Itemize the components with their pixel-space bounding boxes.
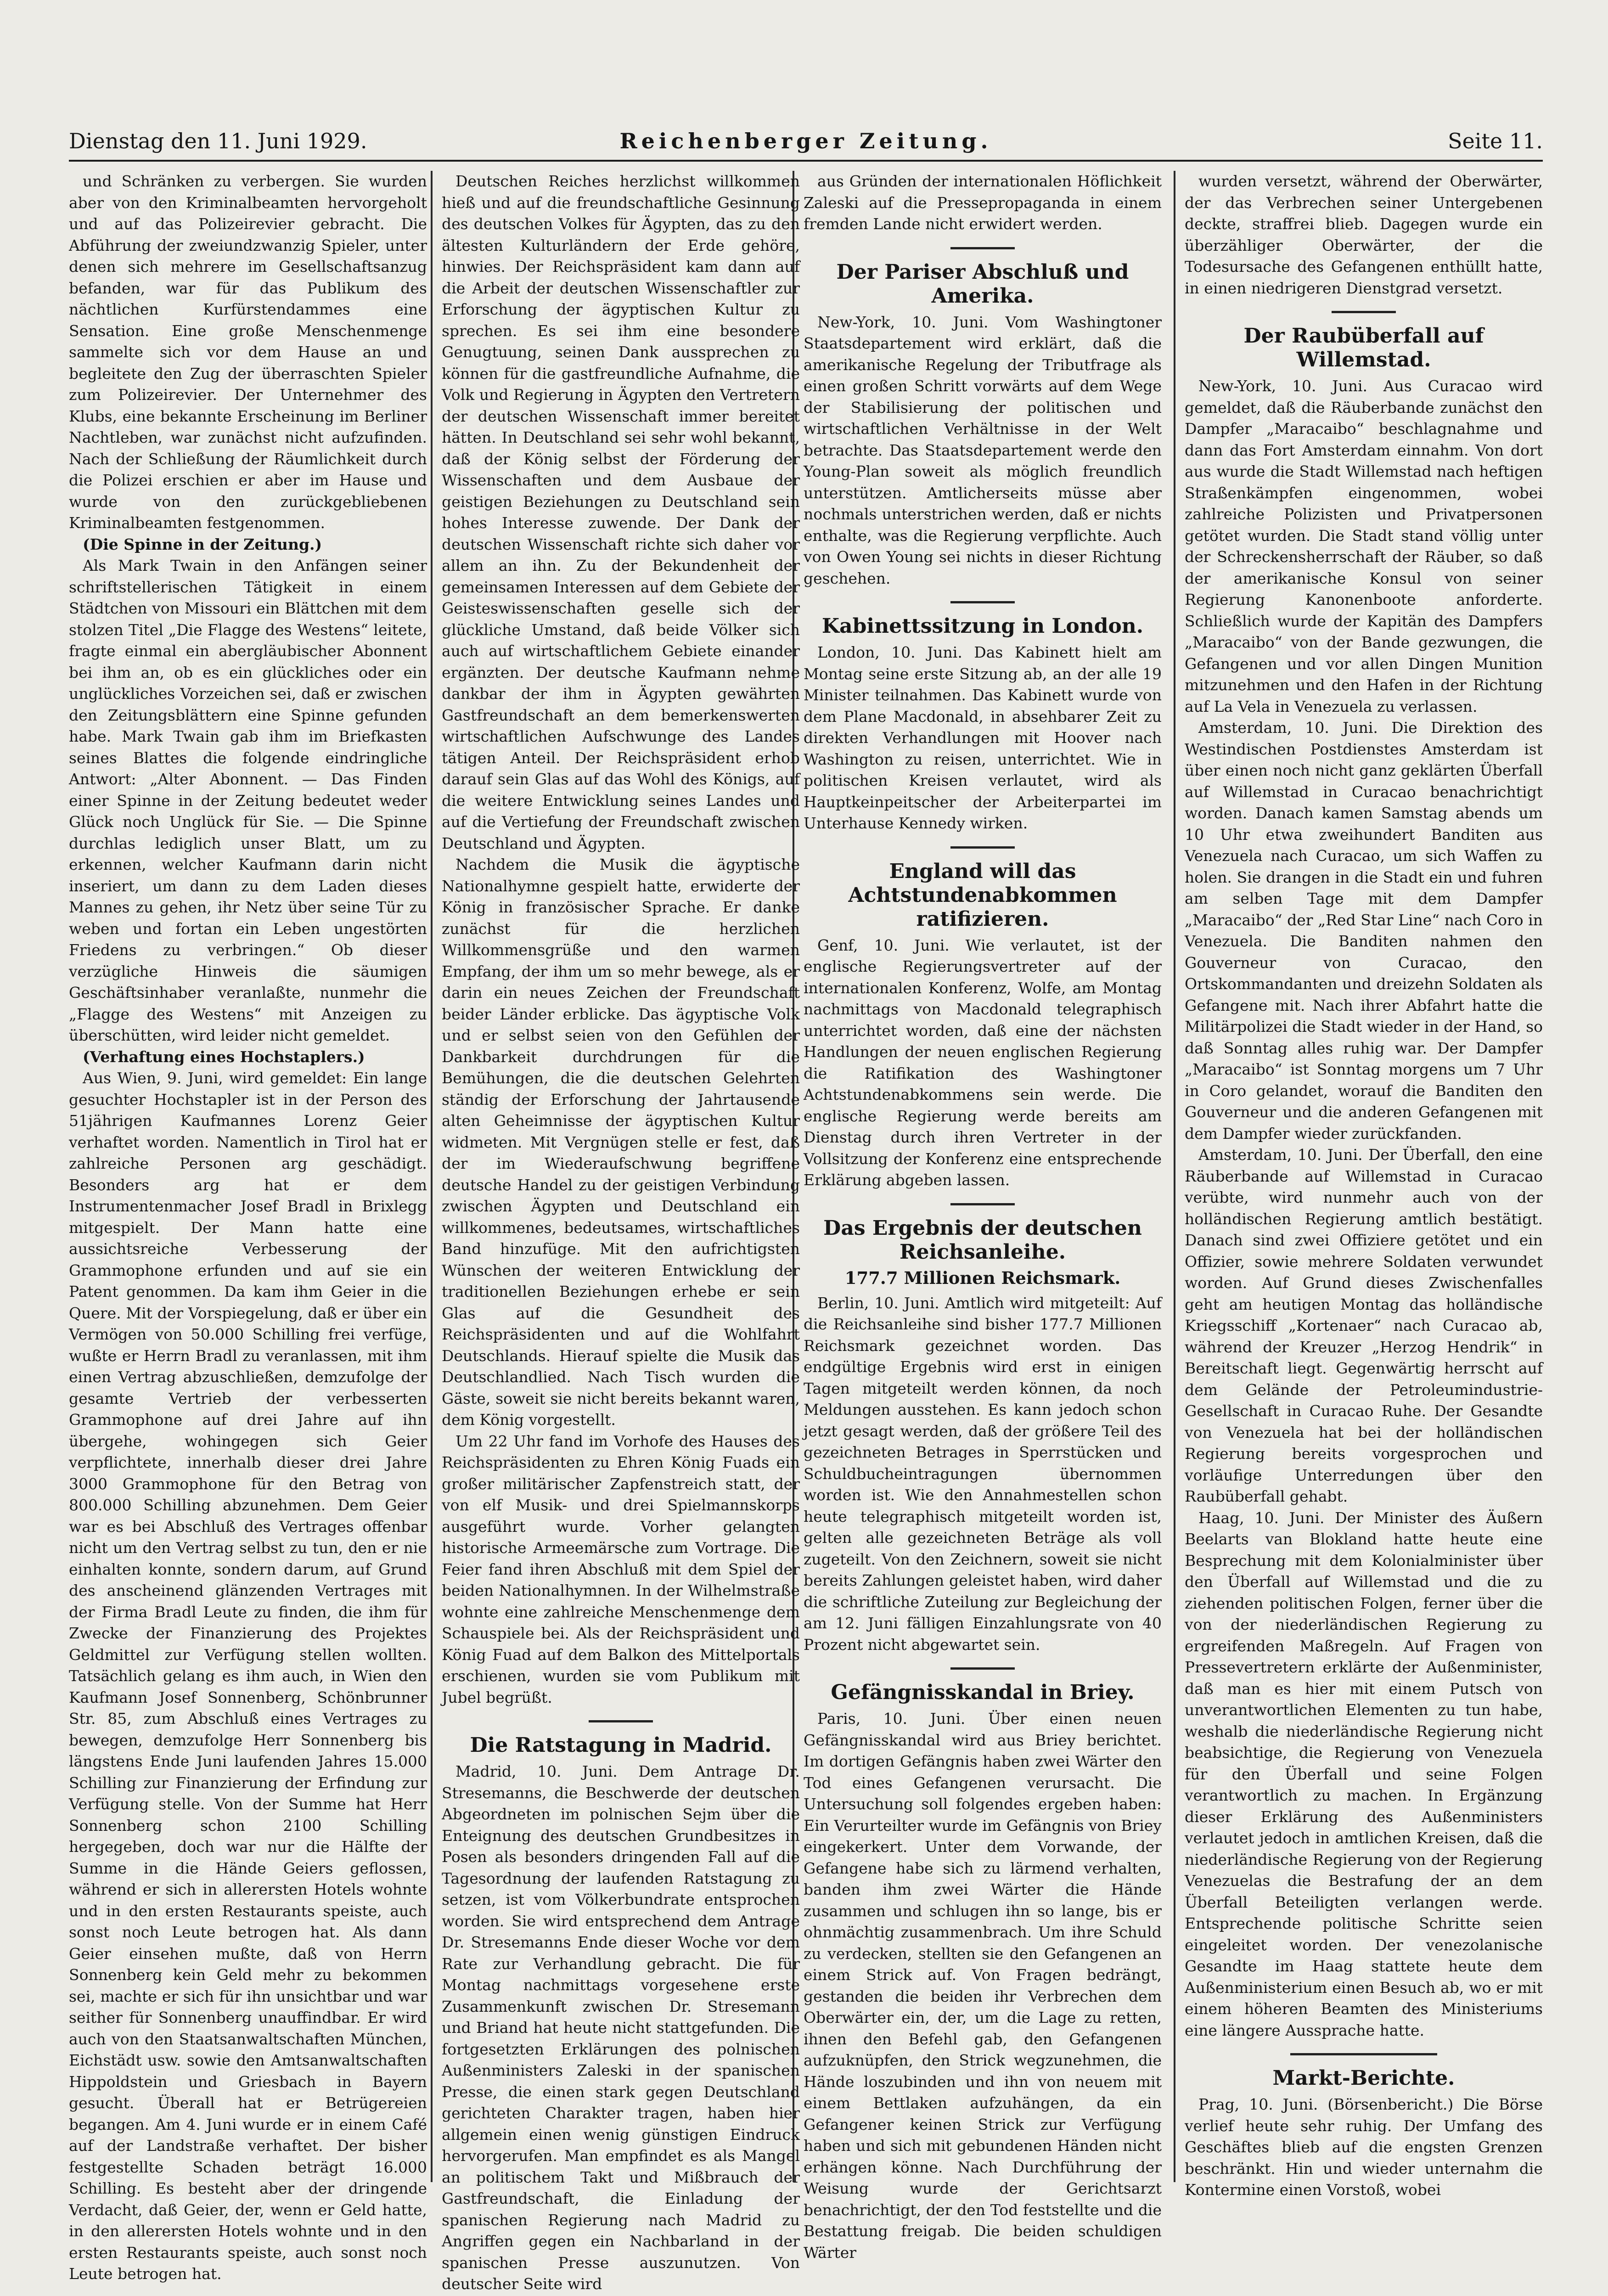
article-text: Amsterdam, 10. Juni. Die Direktion des Westindischen Postdienstes Amsterdam ist über einen noch nicht ganz geklärten Überfall auf Willemstad in Curacao benachrichtigt worden. Danach kamen Samstag abends um 10 Uhr etwa zweihundert Banditen aus Venezuela nach Curacao, um sich Waffen zu holen. Sie drangen in die Stadt ein und fuhren am selben Tage mit dem Dampfer „Maracaibo“ der „Red Star Line“ nach Coro in Venezuela. Die Banditen nahmen den Gouverneur von Curacao, den Ortskommandanten und dreizehn Soldaten als Gefangene mit. Nach ihrer Abfahrt hatte die Militärpolizei die Stadt wieder in der Hand, so daß Sonntag alles ruhig war. Der Dampfer „Maracaibo“ ist Sonntag morgens um 7 Uhr in Coro gelandet, worauf die Banditen den Gouverneur und die anderen Gefangenen mit dem Dampfer wieder zurückfanden. [1185, 719, 1543, 1142]
article-text: Aus Wien, 9. Juni, wird gemeldet: Ein lange gesuchter Hochstapler ist in der Person des 51jährigen Kaufmannes Lorenz Geier verhaftet worden. Namentlich in Tirol hat er zahlreiche Personen arg geschädigt. Besonders arg hat er dem Instrumentenmacher Josef Bradl in Brixlegg mitgespielt. Der Mann hatte eine aussichtsreiche Verbesserung der Grammophone erfunden und auf sie ein Patent genommen. Da kam ihm Geier in die Quere. Mit der Vorspiegelung, daß er über ein Vermögen von 50.000 Schilling frei verfüge, wußte er Herrn Bradl zu veranlassen, mit ihm einen Vertrag abzuschließen, demzufolge der gesamte Vertrieb der verbesserten Grammophone auf drei Jahre auf ihn übergehe, wohingegen sich Geier verpflichtete, innerhalb dieser drei Jahre 3000 Grammophone für den Betrag von 800.000 Schilling abzunehmen. Dem Geier war es bei Abschluß des Vertrages offenbar nicht um den Vertrag selbst zu tun, den er nie einhalten konnte, sondern darum, auf Grund des anscheinend glänzenden Vertrages mit der Firma Bradl Leute zu finden, die ihm für Zwecke der Finanzierung des Projektes Geldmittel zur Verfügung stellen wollten. Tatsächlich gelang es ihm auch, in Wien den Kaufmann Josef Sonnenberg, Schönbrunner Str. 85, zum Abschluß eines Vertrages zu bewegen, demzufolge Herr Sonnenberg bis längstens Ende Juni laufenden Jahres 15.000 Schilling zur Finanzierung der Erfindung zur Verfügung stelle. Von der Summe hat Herr Sonnenberg schon 2100 Schilling hergegeben, doch war nur die Hälfte der Summe in die Hände Geiers geflossen, während er sich in allerersten Hotels wohnte und in den ersten Restaurants speiste, auch sonst noch Leute betrogen hat. Als dann Geier einsehen mußte, daß von Herrn Sonnenberg kein Geld mehr zu bekommen sei, machte er sich für ihn unsichtbar und war seither für Sonnenberg unauffindbar. Er wird auch von den Staatsanwaltschaften München, Eichstädt usw. sowie den Amtsanwaltschaften Hippoldstein und Griesbach in Bayern gesucht. Überall hat er Betrügereien begangen. Am 4. Juni wurde er in einem Café auf der Landstraße verhaftet. Der bisher festgestellte Schaden beträgt 16.000 Schilling. Es besteht aber der dringende Verdacht, daß Geier, der, wenn er Geld hatte, in den allerersten Hotels wohnte und in den ersten Restaurants speiste, auch sonst noch Leute betrogen hat. [69, 1069, 427, 2283]
article-text: London, 10. Juni. Das Kabinett hielt am Montag seine erste Sitzung ab, an der alle 19 Minister teilnahmen. Das Kabinett wurde von dem Plane Macdonald, in absehbarer Zeit zu direkten Verhandlungen mit Hoover nach Washington zu reisen, unterrichtet. Wie in politischen Kreisen verlautet, wird als Hauptkeinpeitscher der Arbeiterpartei im Unterhause Kennedy wirken. [804, 643, 1162, 832]
article-subheadline: 177.7 Millionen Reichsmark. [844, 1267, 1121, 1288]
article-text: Paris, 10. Juni. Über einen neuen Gefängnisskandal wird aus Briey berichtet. Im dortigen Gefängnis haben zwei Wärter den Tod eines Gefangenen verursacht. Die Untersuchung soll folgendes ergeben haben: Ein Verurteilter wurde im Gefängnis von Briey eingekerkert. Unter dem Vorwande, der Gefangene habe sich zu lärmend verhalten, banden ihm zwei Wärter die Hände zusammen und schlugen ihn so lange, bis er ohnmächtig zusammenbrach. Um ihre Schuld zu verdecken, stellten sie den Gefangenen an einem Strick auf. Von Fragen bedrängt, gestanden die beiden ihr Verbrechen dem Oberwärter ein, der, um die Lage zu retten, ihnen den Befehl gab, den Gefangenen aufzuknüpfen, den Strick wegzunehmen, die Hände loszubinden und ihn von neuem mit einem Bettlaken aufzuhängen, da ein Gefangener keinen Strick zur Verfügung haben und sich mit gebundenen Händen nicht erhängen könne. Nach Durchführung der Weisung wurde der Gerichtsarzt benachrichtigt, der den Tod feststellte und die Bestattung freigab. Die beiden schuldigen Wärter [804, 1710, 1162, 2262]
section-heading: Markt-Berichte. [1272, 2066, 1455, 2090]
article-headline: Kabinettssitzung in London. [821, 614, 1144, 638]
article-text: aus Gründen der internationalen Höflichkeit Zaleski auf die Pressepropaganda in einem fremden Lande nicht erwidert werden. [804, 172, 1162, 233]
article-headline: England will das Achtstundenabkommen ratifizieren. [848, 859, 1117, 931]
separator [950, 601, 1015, 603]
article-text: Nachdem die Musik die ägyptische Nationalhymne gespielt hatte, erwiderte der König in französischer Sprache. Er danke zunächst für die herzlichen Willkommensgrüße und den warmen Empfang, der ihm um so mehr bewege, als er darin ein neues Zeichen der Freundschaft beider Länder erblicke. Das ägyptische Volk und er selbst seien von den Gefühlen der Dankbarkeit durchdrungen für die Bemühungen, die die deutschen Gelehrten ständig der Erforschung der Jahrtausende alten Geheimnisse der ägyptischen Kultur widmeten. Mit Vergnügen stelle er fest, daß der im Wiederaufschwung begriffene deutsche Handel zu der geistigen Verbindung zwischen Ägypten und Deutschland ein willkommenes, bedeutsames, wirtschaftliches Band hinzufüge. Mit den aufrichtigsten Wünschen der weiteren Entwicklung der traditionellen Beziehungen erhebe er sein Glas auf die Gesundheit des Reichspräsidenten und auf die Wohlfahrt Deutschlands. Hierauf spielte die Musik das Deutschlandlied. Nach Tisch wurden die Gäste, soweit sie nicht bereits bekannt waren, dem König vorgestellt. [442, 855, 800, 1429]
column-3 [804, 171, 1162, 2262]
article-headline: Der Pariser Abschluß und Amerika. [836, 260, 1129, 308]
newspaper-title: Reichenberger Zeitung. [619, 129, 992, 153]
separator [589, 1720, 653, 1722]
article-text: Deutschen Reiches herzlichst willkommen hieß und auf die freundschaftliche Gesinnung des deutschen Volkes für Ägypten, das zu den ältesten Kulturländern der Erde gehöre, hinwies. Der Reichspräsident kam dann auf die Arbeit der deutschen Wissenschaftler zur Erforschung der ägyptischen Kultur zu sprechen. Es sei ihm eine besondere Genugtuung, seinen Dank aussprechen zu können für die gastfreundliche Aufnahme, die Volk und Regierung in Ägypten den Vertretern der deutschen Wissenschaft immer bereitet hätten. In Deutschland sei sehr wohl bekannt, daß der König selbst der Förderung der Wissenschaften und dem Ausbaue der geistigen Beziehungen zu Deutschland sein hohes Interesse zuwende. Der Dank der deutschen Wissenschaft richte sich daher vor allem an ihn. Zu der Bekundenheit der gemeinsamen Interessen auf dem Gebiete der Geisteswissenschaften geselle sich der glückliche Umstand, daß beide Völker sich auch auf wirtschaftlichem Gebiete einander ergänzten. Der deutsche Kaufmann nehme dankbar der ihm in Ägypten gewährten Gastfreundschaft an dem bemerkenswerten wirtschaftlichen Aufschwunge des Landes tätigen Anteil. Der Reichspräsident erhob darauf sein Glas auf das Wohl des Königs, auf die weitere Entwicklung seines Landes und auf die Vertiefung der Freundschaft zwischen Deutschland und Ägypten. [442, 172, 800, 852]
item-title: (Verhaftung eines Hochstaplers.) [83, 1047, 365, 1066]
article-text: wurden versetzt, während der Oberwärter, der das Verbrechen seiner Untergebenen deckte, straffrei blieb. Dagegen wurde ein überzähliger Oberwärter, der die Todesursache des Gefangenen enthüllt hatte, in einen niedrigeren Dienstgrad versetzt. [1185, 172, 1543, 297]
column-2 [442, 171, 800, 2293]
column-rule [1174, 171, 1175, 2182]
article-text: Berlin, 10. Juni. Amtlich wird mitgeteilt: Auf die Reichsanleihe sind bisher 177.7 Millionen Reichsmark gezeichnet worden. Das endgültige Ergebnis wird erst in einigen Tagen mitgeteilt werden können, da noch Meldungen ausstehen. Es kann jedoch schon jetzt gesagt werden, daß der größere Teil des gezeichneten Betrages in Sperrstücken und Schuldbucheintragungen übernommen worden ist. Wie den Annahmestellen schon heute telegraphisch mitgeteilt worden ist, gelten alle gezeichneten Beträge als voll zugeteilt. Von den Zeichnern, soweit sie nicht bereits Zahlungen geleistet haben, wird daher die schriftliche Zuteilung zur Begleichung der am 12. Juni fälligen Einzahlungsrate von 40 Prozent nicht abgewartet sein. [804, 1294, 1162, 1654]
article-text: Prag, 10. Juni. (Börsenbericht.) Die Börse verlief heute sehr ruhig. Der Umfang des Geschäftes blieb auf die engsten Grenzen beschränkt. Hin und wieder unternahm die Kontermine einen Vorstoß, wobei [1185, 2095, 1543, 2199]
article-text: New-York, 10. Juni. Aus Curacao wird gemeldet, daß die Räuberbande zunächst den Dampfer „Maracaibo“ beschlagnahme und dann das Fort Amsterdam einnahm. Von dort aus wurde die Stadt Willemstad nach heftigen Straßenkämpfen eingenommen, wobei zahlreiche Polizisten und Privatpersonen getötet wurden. Die Stadt stand völlig unter der Schreckensherrschaft der Räuber, so daß der amerikanische Konsul von seiner Regierung Kanonenboote anforderte. Schließlich wurde der Kapitän des Dampfers „Maracaibo“ von der Bande gezwungen, die Gefangenen und vor allen Dingen Munition mitzunehmen und den Hafen in der Richtung auf La Vela in Venezuela zu verlassen. [1185, 377, 1543, 715]
article-headline: Gefängnisskandal in Briey. [831, 1681, 1135, 1704]
running-header [69, 128, 1543, 162]
article-text: Als Mark Twain in den Anfängen seiner schriftstellerischen Tätigkeit in einem Städtchen von Missouri ein Blättchen mit dem stolzen Titel „Die Flagge des Westens“ leitete, fragte einmal ein abergläubischer Abonnent bei ihm an, ob es ein glückliches oder ein unglückliches Vorzeichen sei, daß er zwischen den Zeitungsblättern eine Spinne gefunden habe. Mark Twain gab ihm im Briefkasten seines Blattes die folgende eindringliche Antwort: „Alter Abonnent. — Das Finden einer Spinne in der Zeitung bedeutet weder Glück noch Unglück für Sie. — Die Spinne durchlas lediglich unser Blatt, um zu erkennen, welcher Kaufmann darin nicht inseriert, um dann zu dem Laden dieses Mannes zu gehen, ihr Netz über seine Tür zu weben und fortan ein Leben ungestörten Friedens zu verbringen.“ Ob dieser verzügliche Hinweis die säumigen Geschäftsinhaber veranlaßte, nunmehr die „Flagge des Westens“ mit Anzeigen zu überschütten, wird leider nicht gemeldet. [69, 557, 427, 1044]
item-title: (Die Spinne in der Zeitung.) [83, 535, 322, 553]
article-headline: Der Raubüberfall auf Willemstad. [1243, 324, 1484, 371]
column-1 [69, 171, 427, 2283]
article-text: und Schränken zu verbergen. Sie wurden aber von den Kriminalbeamten hervorgeholt und auf das Polizeirevier gebracht. Die Abführung der zweiundzwanzig Spieler, unter denen sich mehrere im Gesellschaftsanzug befanden, war für das Publikum des nächtlichen Kurfürstendammes eine Sensation. Eine große Menschenmenge sammelte sich vor dem Hause an und begleitete den Zug der überraschten Spieler zum Polizeirevier. Der Unternehmer des Klubs, eine bekannte Erscheinung im Berliner Nachtleben, war zunächst nicht aufzufinden. Nach der Schließung der Räumlichkeit durch die Polizei erschien er aber im Hause und wurde von den zurückgebliebenen Kriminalbeamten festgenommen. [69, 172, 427, 532]
page-number: Seite 11. [1448, 129, 1543, 153]
separator [1290, 2053, 1437, 2055]
separator [950, 846, 1015, 849]
article-headline: Das Ergebnis der deutschen Reichsanleihe. [823, 1216, 1142, 1264]
issue-date: Dienstag den 11. Juni 1929. [69, 129, 367, 153]
separator [950, 1667, 1015, 1670]
article-headline: Die Ratstagung in Madrid. [470, 1733, 772, 1757]
article-text: Genf, 10. Juni. Wie verlautet, ist der englische Regierungsvertreter auf der internationalen Konferenz, Wolfe, am Montag nachmittags von Macdonald telegraphisch unterrichtet worden, daß eine der nächsten Handlungen der neuen englischen Regierung die Ratifikation des Washingtoner Achtstundenabkommens sein werde. Die englische Regierung werde bereits am Dienstag durch ihren Vertreter in der Vollsitzung der Konferenz eine entsprechende Erklärung abgeben lassen. [804, 936, 1162, 1189]
article-text: Madrid, 10. Juni. Dem Antrage Dr. Stresemanns, die Beschwerde der deutschen Abgeordneten im polnischen Sejm über die Enteignung des deutschen Grundbesitzes in Posen als besonders dringenden Fall auf die Tagesordnung der laufenden Ratstagung zu setzen, ist vom Völkerbundrate entsprochen worden. Sie wird entsprechend dem Antrage Dr. Stresemanns Ende dieser Woche vor dem Rate zur Verhandlung gebracht. Die für Montag nachmittags vorgesehene erste Zusammenkunft zwischen Dr. Stresemann und Briand hat heute nicht stattgefunden. Die fortgesetzten Erklärungen des polnischen Außenministers Zaleski in der spanischen Presse, die einen stark gegen Deutschland gerichteten Charakter tragen, haben hier allgemein einen wenig günstigen Eindruck hervorgerufen. Man empfindet es als Mangel an politischem Takt und Mißbrauch der Gastfreundschaft, die Einladung der spanischen Regierung nach Madrid zu Angriffen gegen ein Nachbarland in der spanischen Presse auszunutzen. Von deutscher Seite wird [442, 1762, 800, 2293]
article-text: Amsterdam, 10. Juni. Der Überfall, den eine Räuberbande auf Willemstad in Curacao verübte, wird nunmehr auch von der holländischen Regierung amtlich bestätigt. Danach sind zwei Offiziere getötet und ein Offizier, sowie mehrere Soldaten verwundet worden. Auf Grund dieses Zwischenfalles geht am heutigen Montag das holländische Kriegsschiff „Kortenaer“ nach Curacao ab, während der Kreuzer „Herzog Hendrik“ in Bereitschaft liegt. Gegenwärtig herrscht auf dem Gelände der Petroleumindustrie-Gesellschaft in Curacao Ruhe. Der Gesandte von Venezuela hat bei der holländischen Regierung bereits vorgesprochen und vorläufige Unterredungen über den Raubüberfall gehabt. [1185, 1146, 1543, 1505]
separator [950, 247, 1015, 249]
article-text: Haag, 10. Juni. Der Minister des Äußern Beelarts van Blokland hatte heute eine Besprechung mit dem Kolonialminister über den Überfall auf Willemstad und die zu ziehenden politischen Folgen, ferner über die von der niederländischen Regierung zu ergreifenden Maßregeln. Auf Fragen von Pressevertretern erklärte der Außenminister, daß man es hier mit einem Putsch von unverantwortlichen Elementen zu tun habe, weshalb die niederländische Regierung nicht beabsichtige, die Regierung von Venezuela für den Überfall und seine Folgen verantwortlich zu machen. In Ergänzung dieser Erklärung des Außenministers verlautet jedoch in amtlichen Kreisen, daß die niederländische Regierung von der Regierung Venezuelas die Bestrafung der an dem Überfall Beteiligten verlangen werde. Entsprechende politische Schritte seien eingeleitet worden. Der venezolanische Gesandte im Haag stattete heute dem Außenministerium einen Besuch ab, wo er mit einem höheren Beamten des Ministeriums eine längere Aussprache hatte. [1185, 1508, 1543, 2039]
article-text: Um 22 Uhr fand im Vorhofe des Hauses des Reichspräsidenten zu Ehren König Fuads ein großer militärischer Zapfenstreich statt, der von elf Musik- und drei Spielmannskorps ausgeführt wurde. Vorher gelangten historische Armeemärsche zum Vortrage. Die Feier fand ihren Abschluß mit dem Spiel der beiden Nationalhymnen. In der Wilhelmstraße wohnte eine zahlreiche Menschenmenge dem Schauspiele bei. Als der Reichspräsident und König Fuad auf dem Balkon des Mittelportals erschienen, wurden sie vom Publikum mit Jubel begrüßt. [442, 1432, 800, 1706]
article-text: New-York, 10. Juni. Vom Washingtoner Staatsdepartement wird erklärt, daß die amerikanische Regelung der Tributfrage als einen großen Schritt vorwärts auf dem Wege der Stabilisierung der politischen und wirtschaftlichen Verhältnisse in der Welt betrachte. Das Staatsdepartement werde den Young-Plan soweit als möglich freundlich unterstützen. Amtlicherseits müsse aber nochmals unterstrichen werden, daß er nichts enthalte, was die Regierung verpflichte. Auch von Owen Young sei nichts in dieser Richtung geschehen. [804, 313, 1162, 587]
separator [1332, 311, 1396, 313]
column-4 [1185, 171, 1543, 2199]
separator [950, 1203, 1015, 1205]
column-rule [431, 171, 433, 2182]
